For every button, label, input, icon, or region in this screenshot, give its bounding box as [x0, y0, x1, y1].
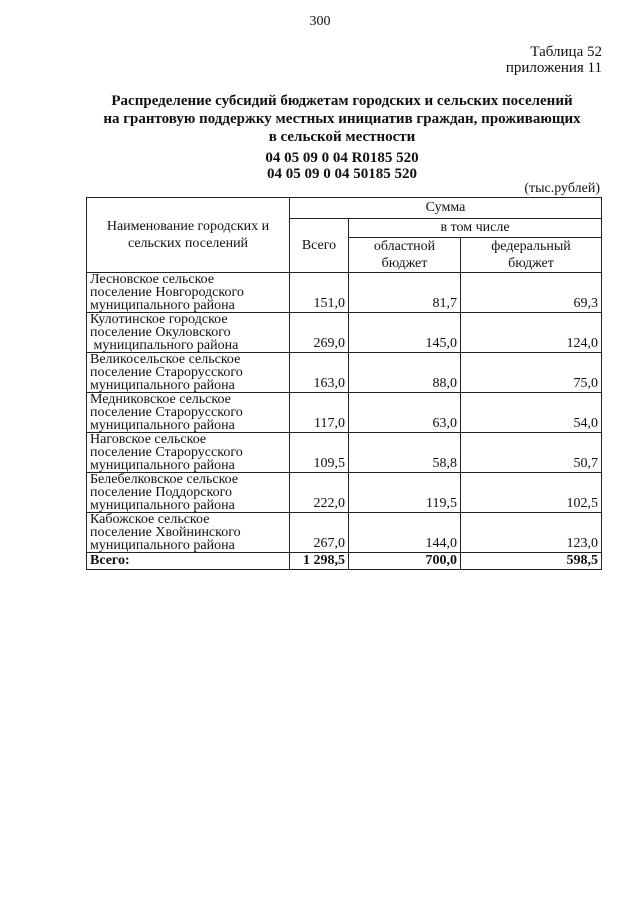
title-line: в сельской местности [268, 129, 416, 145]
totals-total: 1 298,5 [290, 553, 349, 570]
totals-regional: 700,0 [349, 553, 461, 570]
value-total: 109,5 [290, 433, 349, 473]
value-regional: 63,0 [349, 393, 461, 433]
value-total: 163,0 [290, 353, 349, 393]
settlement-name: Наговское сельское поселение Старорусского муниципального района [87, 433, 290, 473]
value-total: 151,0 [290, 273, 349, 313]
settlement-name: Медниковское сельское поселение Старорусского муниципального района [87, 393, 290, 433]
budget-code: 04 05 09 0 04 R0185 520 [265, 150, 419, 166]
value-federal: 69,3 [461, 273, 602, 313]
table-row [87, 273, 602, 313]
title-line: на грантовую поддержку местных инициатив граждан, проживающих [103, 111, 581, 127]
value-regional: 144,0 [349, 513, 461, 553]
unit-label: (тыс.рублей) [524, 181, 600, 196]
table-reference [506, 44, 602, 76]
settlement-name: Белебелковское сельское поселение Поддорского муниципального района [87, 473, 290, 513]
table-number: Таблица 52 [530, 44, 602, 60]
value-regional: 88,0 [349, 353, 461, 393]
value-federal: 102,5 [461, 473, 602, 513]
title-line: Распределение субсидий бюджетам городских и сельских поселений [111, 93, 573, 109]
value-total: 267,0 [290, 513, 349, 553]
table-body [87, 273, 602, 553]
header-regional: областной бюджет [349, 238, 461, 273]
totals-label: Всего: [87, 553, 290, 570]
settlement-name: Кабожское сельское поселение Хвойнинского муниципального района [87, 513, 290, 553]
value-federal: 75,0 [461, 353, 602, 393]
value-regional: 81,7 [349, 273, 461, 313]
table-row [87, 313, 602, 353]
totals-federal: 598,5 [461, 553, 602, 570]
value-federal: 124,0 [461, 313, 602, 353]
table-row [87, 393, 602, 433]
value-federal: 54,0 [461, 393, 602, 433]
settlement-name: Великосельское сельское поселение Старорусского муниципального района [87, 353, 290, 393]
table-row [87, 473, 602, 513]
value-regional: 145,0 [349, 313, 461, 353]
value-federal: 123,0 [461, 513, 602, 553]
header-total: Всего [290, 219, 349, 273]
budget-codes [0, 150, 640, 182]
header-including: в том числе [349, 219, 602, 238]
settlement-name: Лесновское сельское поселение Новгородского муниципального района [87, 273, 290, 313]
document-title [0, 92, 640, 146]
budget-code: 04 05 09 0 04 50185 520 [267, 166, 417, 182]
header-sum: Сумма [290, 198, 602, 219]
value-regional: 119,5 [349, 473, 461, 513]
table-row [87, 433, 602, 473]
subsidy-table [86, 197, 602, 570]
appendix-number: приложения 11 [505, 60, 602, 76]
value-total: 117,0 [290, 393, 349, 433]
value-regional: 58,8 [349, 433, 461, 473]
header-name: Наименование городских и сельских поселений [87, 198, 290, 273]
value-total: 222,0 [290, 473, 349, 513]
header-federal: федеральный бюджет [461, 238, 602, 273]
totals-row [87, 553, 602, 570]
value-federal: 50,7 [461, 433, 602, 473]
settlement-name: Кулотинское городское поселение Окуловского муниципального района [87, 313, 290, 353]
page-number: 300 [309, 14, 331, 29]
value-total: 269,0 [290, 313, 349, 353]
table-row [87, 513, 602, 553]
table-row [87, 353, 602, 393]
